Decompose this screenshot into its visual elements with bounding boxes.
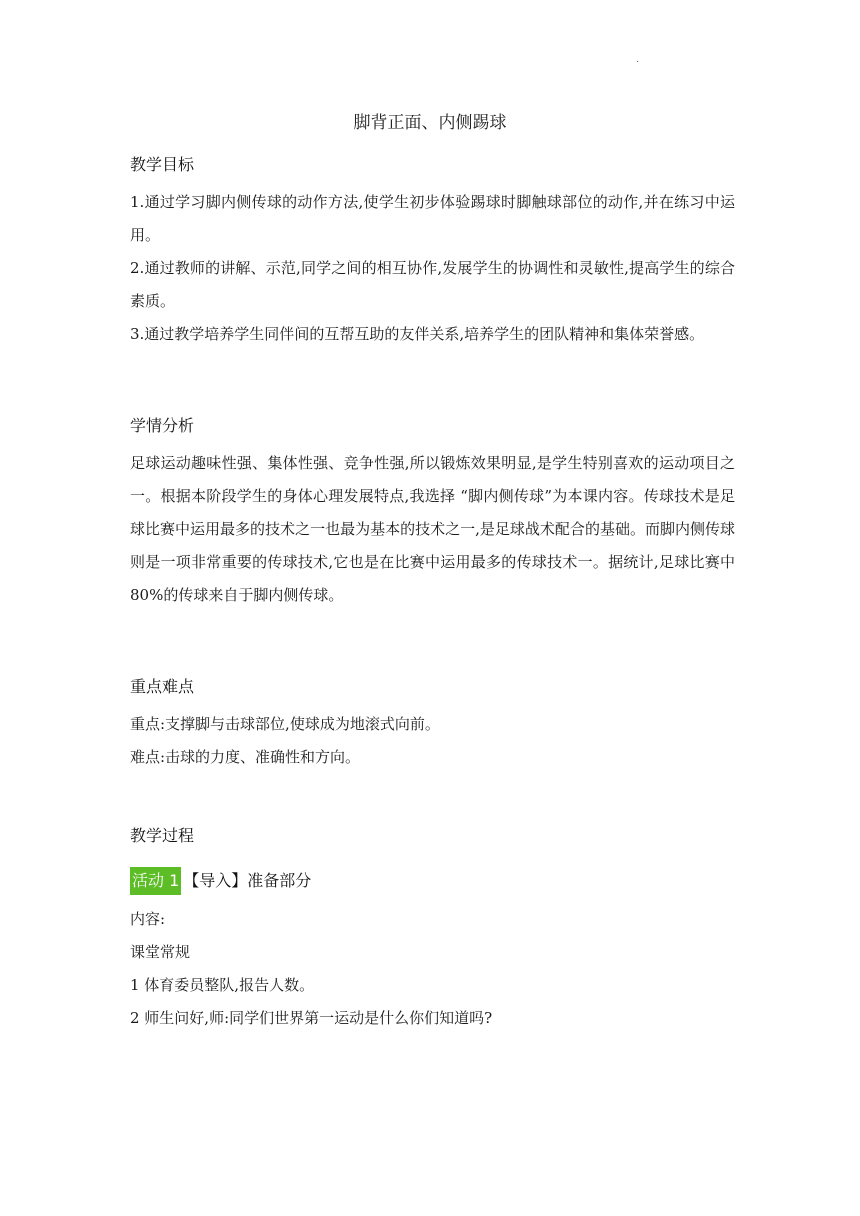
activity-title: 【导入】准备部分 bbox=[183, 871, 312, 890]
section-heading-analysis: 学情分析 bbox=[130, 416, 195, 435]
section-heading-key-points: 重点难点 bbox=[130, 677, 195, 696]
section-heading-process: 教学过程 bbox=[130, 826, 195, 845]
analysis-paragraph: 足球运动趣味性强、集体性强、竞争性强,所以锻炼效果明显,是学生特别喜欢的运动项目之一。根据本阶段学生的身体心理发展特点,我选择 “脚内侧传球”为本课内容。传球技术是足球比赛中运用最多的技术之一也最为基本的技术之一,是足球战术配合的基础。而脚内侧传球则是一项非常重要的传球技术,它也是在比赛中运用最多的传球技术一。据统计,足球比赛中 80%的传球来自于脚内侧传球。 bbox=[130, 454, 735, 604]
page-mark: · bbox=[636, 56, 640, 67]
process-line-2: 课堂常规 bbox=[130, 943, 191, 961]
activity-badge: 活动 1 bbox=[130, 867, 181, 895]
process-line-3: 1 体育委员整队,报告人数。 bbox=[130, 976, 315, 994]
key-point-line: 重点:支撑脚与击球部位,使球成为地滚式向前。 bbox=[130, 715, 440, 733]
process-line-4: 2 师生问好,师:同学们世界第一运动是什么你们知道吗? bbox=[130, 1009, 493, 1027]
process-line-1: 内容: bbox=[130, 910, 166, 928]
document-title: 脚背正面、内侧踢球 bbox=[353, 113, 507, 133]
document-body bbox=[130, 150, 735, 1035]
objective-item-1: 1.通过学习脚内侧传球的动作方法,使学生初步体验踢球时脚触球部位的动作,并在练习中运用。 bbox=[130, 193, 735, 244]
activity-heading bbox=[130, 866, 735, 896]
objective-item-2: 2.通过教师的讲解、示范,同学之间的相互协作,发展学生的协调性和灵敏性,提高学生的综合素质。 bbox=[130, 259, 735, 310]
objective-item-3: 3.通过教学培养学生同伴间的互帮互助的友伴关系,培养学生的团队精神和集体荣誉感。 bbox=[130, 325, 705, 343]
difficulty-line: 难点:击球的力度、准确性和方向。 bbox=[130, 748, 361, 766]
section-heading-objectives: 教学目标 bbox=[130, 155, 195, 174]
